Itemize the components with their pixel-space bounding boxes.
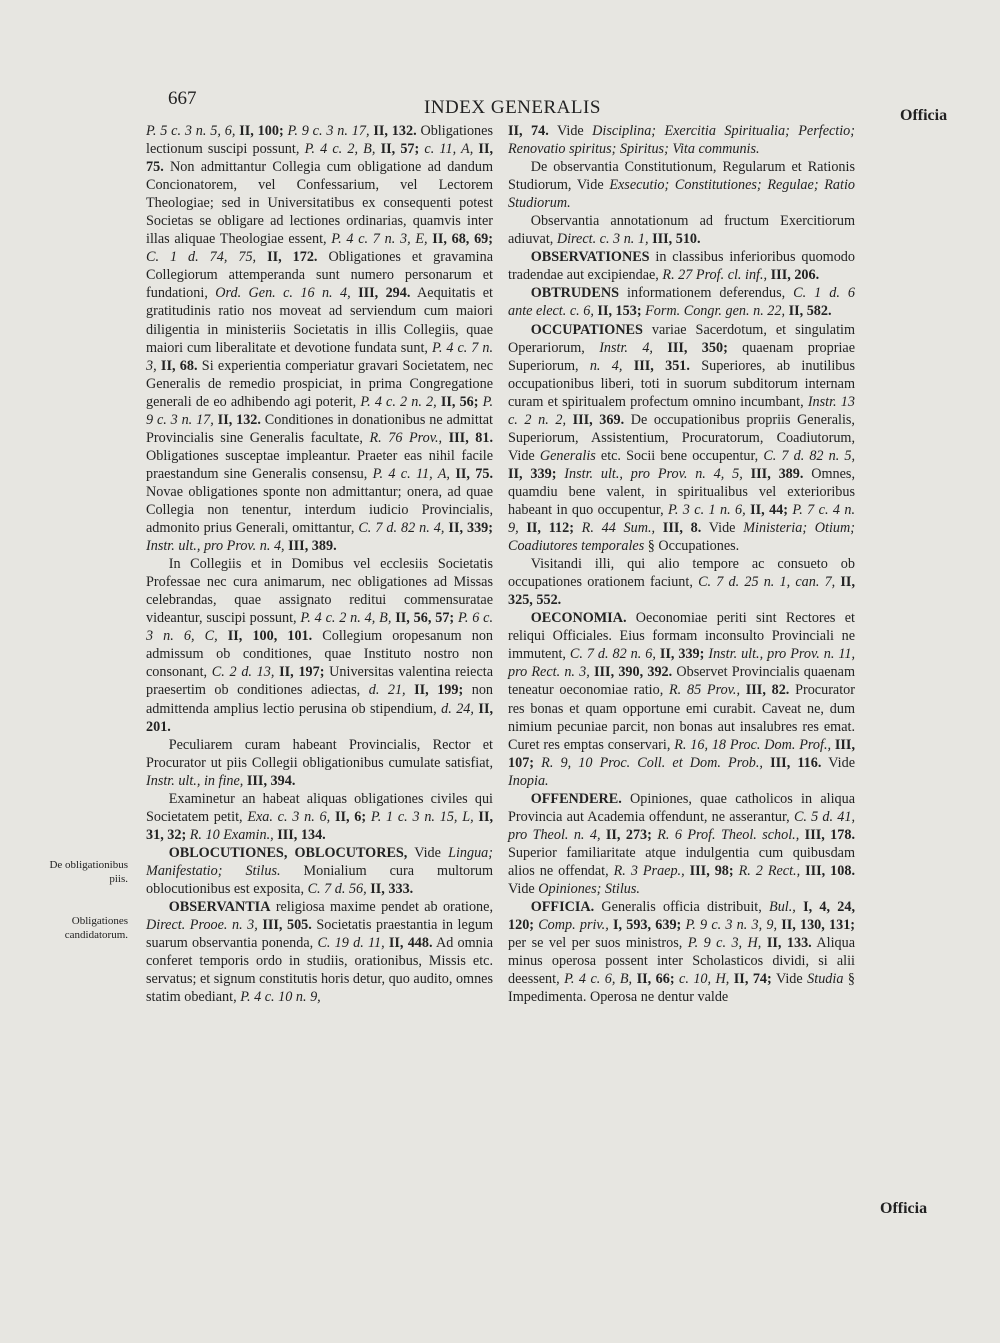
right-column-entry: Observantia annotationum ad fructum Exercitiorum adiuvat, Direct. c. 3 n. 1, III, 510.: [508, 213, 855, 248]
right-column-entry: II, 74. Vide Disciplina; Exercitia Spiritualia; Perfectio; Renovatio spiritus; Spiritus; Vita communis.: [508, 123, 855, 158]
right-column-entry: OBTRUDENS informationem deferendus, C. 1 d. 6 ante elect. c. 6, II, 153; Form. Congr. gen. n. 22, II, 582.: [508, 285, 855, 320]
catchword-bottom: Officia: [880, 1200, 928, 1217]
page-number: 667: [168, 88, 197, 109]
left-column-entry: OBLOCUTIONES, OBLOCUTORES, Vide Lingua; Manifestatio; Stilus. Monialium cura multorum oblocutionibus est exposita, C. 7 d. 56, II, 333.: [146, 844, 493, 897]
left-column-entry: OBSERVANTIA religiosa maxime pendet ab oratione, Direct. Prooe. n. 3, III, 505. Societatis praestantia in legum suarum observantia ponenda, C. 19 d. 11, II, 448. Ad omnia conferet temporis ordo in studiis, orationibus, Missis etc. servatus; et signum constitutis horis detur, quo audito, omnes statim obediant, P. 4 c. 10 n. 9,: [146, 899, 494, 1006]
right-column-entry: OECONOMIA. Oeconomiae periti sint Rectores et reliqui Officiales. Eius formam inconsulto Provinciali ne immutent, C. 7 d. 82 n. 6, II, 339; Instr. ult., pro Prov. n. 11, pro Rect. n. 3, III, 390, 392. Observet Provincialis quaenam teneatur oeconomiae ratio, R. 85 Prov., III, 82. Procurator res bonas et quam opportune emi curabit. Caveat ne, dum nimium pecuniae parcit, non bonas aut insalubres res emat. Curet res emptas conservari, R. 16, 18 Proc. Dom. Prof., III, 107; R. 9, 10 Proc. Coll. et Dom. Prob., III, 116. Vide Inopia.: [508, 610, 856, 789]
left-column-entry: In Collegiis et in Domibus vel ecclesiis Societatis Professae nec cura animarum, nec obligationes ad Missas celebrandas, quae assignato reditui commensuratae videantur, suscipi possunt, P. 4 c. 2 n. 4, B, II, 56, 57; P. 6 c. 3 n. 6, C, II, 100, 101. Collegium oropesanum non admissum ob conditiones, quae Instituto nostro non consonant, C. 2 d. 13, II, 197; Universitas valentina reiecta praesertim ob conditiones adiectas, d. 21, II, 199; non admittenda amplius lectio perusina ob stipendium, d. 24, II, 201.: [146, 556, 494, 735]
right-column-entry: OFFENDERE. Opiniones, quae catholicos in aliqua Provincia aut Academia offendunt, ne asserantur, C. 5 d. 41, pro Theol. n. 4, II, 273; R. 6 Prof. Theol. schol., III, 178. Superior familiaritate atque indulgentia cum quibusdam alios ne offendat, R. 3 Praep., III, 98; R. 2 Rect., III, 108. Vide Opiniones; Stilus.: [508, 790, 856, 897]
right-column-entry: OFFICIA. Generalis officia distribuit, Bul., I, 4, 24, 120; Comp. priv., I, 593, 639; P. 9 c. 3 n. 3, 9, II, 130, 131; per se vel per suos ministros, P. 9 c. 3, H, II, 133. Aliqua minus operosa possent inter Scholasticos dividi, si alii deessent, P. 4 c. 6, B, II, 66; c. 10, H, II, 74; Vide Studia § Impedimenta. Operosa ne dentur valde: [508, 899, 856, 1006]
running-head: INDEX GENERALIS: [424, 97, 601, 118]
left-column: [146, 122, 493, 1006]
right-column-entry: OBSERVATIONES in classibus inferioribus quomodo tradendae aut excipiendae, R. 27 Prof. cl. inf., III, 206.: [508, 249, 855, 284]
margin-note-obligationibus-piis: De obligationibus piis.: [49, 859, 128, 885]
right-column-entry: Visitandi illi, qui alio tempore ac consueto ob occupationes orationem faciunt, C. 7 d. 25 n. 1, can. 7, II, 325, 552.: [508, 556, 855, 609]
margin-note-obligationes-candidatorum: Obligationes candidatorum.: [64, 915, 128, 941]
left-column-entry: P. 5 c. 3 n. 5, 6, II, 100; P. 9 c. 3 n. 17, II, 132. Obligationes lectionum suscipi possunt, P. 4 c. 2, B, II, 57; c. 11, A, II, 75. Non admittantur Collegia cum obligatione ad dandum Concionatorem, vel Confessarium, vel Lectorem Theologiae; sed in Universitatibus ex consequenti potest Societas se obligare ad lectiones ordinarias, quamvis inter illas aliquae Theologiae essent, P. 4 c. 7 n. 3, E, II, 68, 69; C. 1 d. 74, 75, II, 172. Obligationes et gravamina Collegiorum attemperanda sunt numero personarum et fundationi, Ord. Gen. c. 16 n. 4, III, 294. Aequitatis et gratitudinis ratio nos moveat ad serviendum cum maiori diligentia in ministeriis Societatis in illis Collegiis, quae maiori cum liberalitate et devotione fundata sunt, P. 4 c. 7 n. 3, II, 68. Si experientia comperiatur gravari Societatem, nec Generalis de remedio prospiciat, in prima Congregatione generali de eo adhibendo agi poterit, P. 4 c. 2 n. 2, II, 56; P. 9 c. 3 n. 17, II, 132. Conditiones in donationibus ne admittat Provincialis sine Generalis facultate, R. 76 Prov., III, 81. Obligationes susceptae impleantur. Praeter eas nihil facile praestandum sine Generalis consensu, P. 4 c. 11, A, II, 75. Novae obligationes sponte non admittantur; onera, ad quae Collegia non tenentur, interdum iudicio Provincialis, admonito prius Generali, omittantur, C. 7 d. 82 n. 4, II, 339; Instr. ult., pro Prov. n. 4, III, 389.: [146, 123, 494, 555]
left-column-entry: Examinetur an habeat aliquas obligationes civiles qui Societatem petit, Exa. c. 3 n. 6, II, 6; P. 1 c. 3 n. 15, L, II, 31, 32; R. 10 Examin., III, 134.: [146, 790, 494, 843]
left-column-entry: Peculiarem curam habeant Provincialis, Rector et Procurator ut piis Collegii obligationibus cumulate satisfiat, Instr. ult., in fine, III, 394.: [146, 736, 493, 789]
catchword-top: Officia: [900, 107, 948, 124]
right-column-entry: OCCUPATIONES variae Sacerdotum, et singulatim Operariorum, Instr. 4, III, 350; quaenam propriae Superiorum, n. 4, III, 351. Superiores, ab inutilibus occupationibus liberi, toti in suorum subditorum internam curam et spiritualem profectum omnino incumbant, Instr. 13 c. 2 n. 2, III, 369. De occupationibus propriis Generalis, Superiorum, Assistentium, Procuratorum, Coadiutorum, Vide Generalis etc. Socii bene occupentur, C. 7 d. 82 n. 5, II, 339; Instr. ult., pro Prov. n. 4, 5, III, 389. Omnes, quamdiu bene valent, in spiritualibus vel exterioribus habeant in quo occupentur, P. 3 c. 1 n. 6, II, 44; P. 7 c. 4 n. 9, II, 112; R. 44 Sum., III, 8. Vide Ministeria; Otium; Coadiutores temporales § Occupationes.: [508, 321, 856, 555]
right-column: [508, 122, 855, 1006]
right-column-entry: De observantia Constitutionum, Regularum et Rationis Studiorum, Vide Exsecutio; Constitutiones; Regulae; Ratio Studiorum.: [508, 159, 855, 212]
